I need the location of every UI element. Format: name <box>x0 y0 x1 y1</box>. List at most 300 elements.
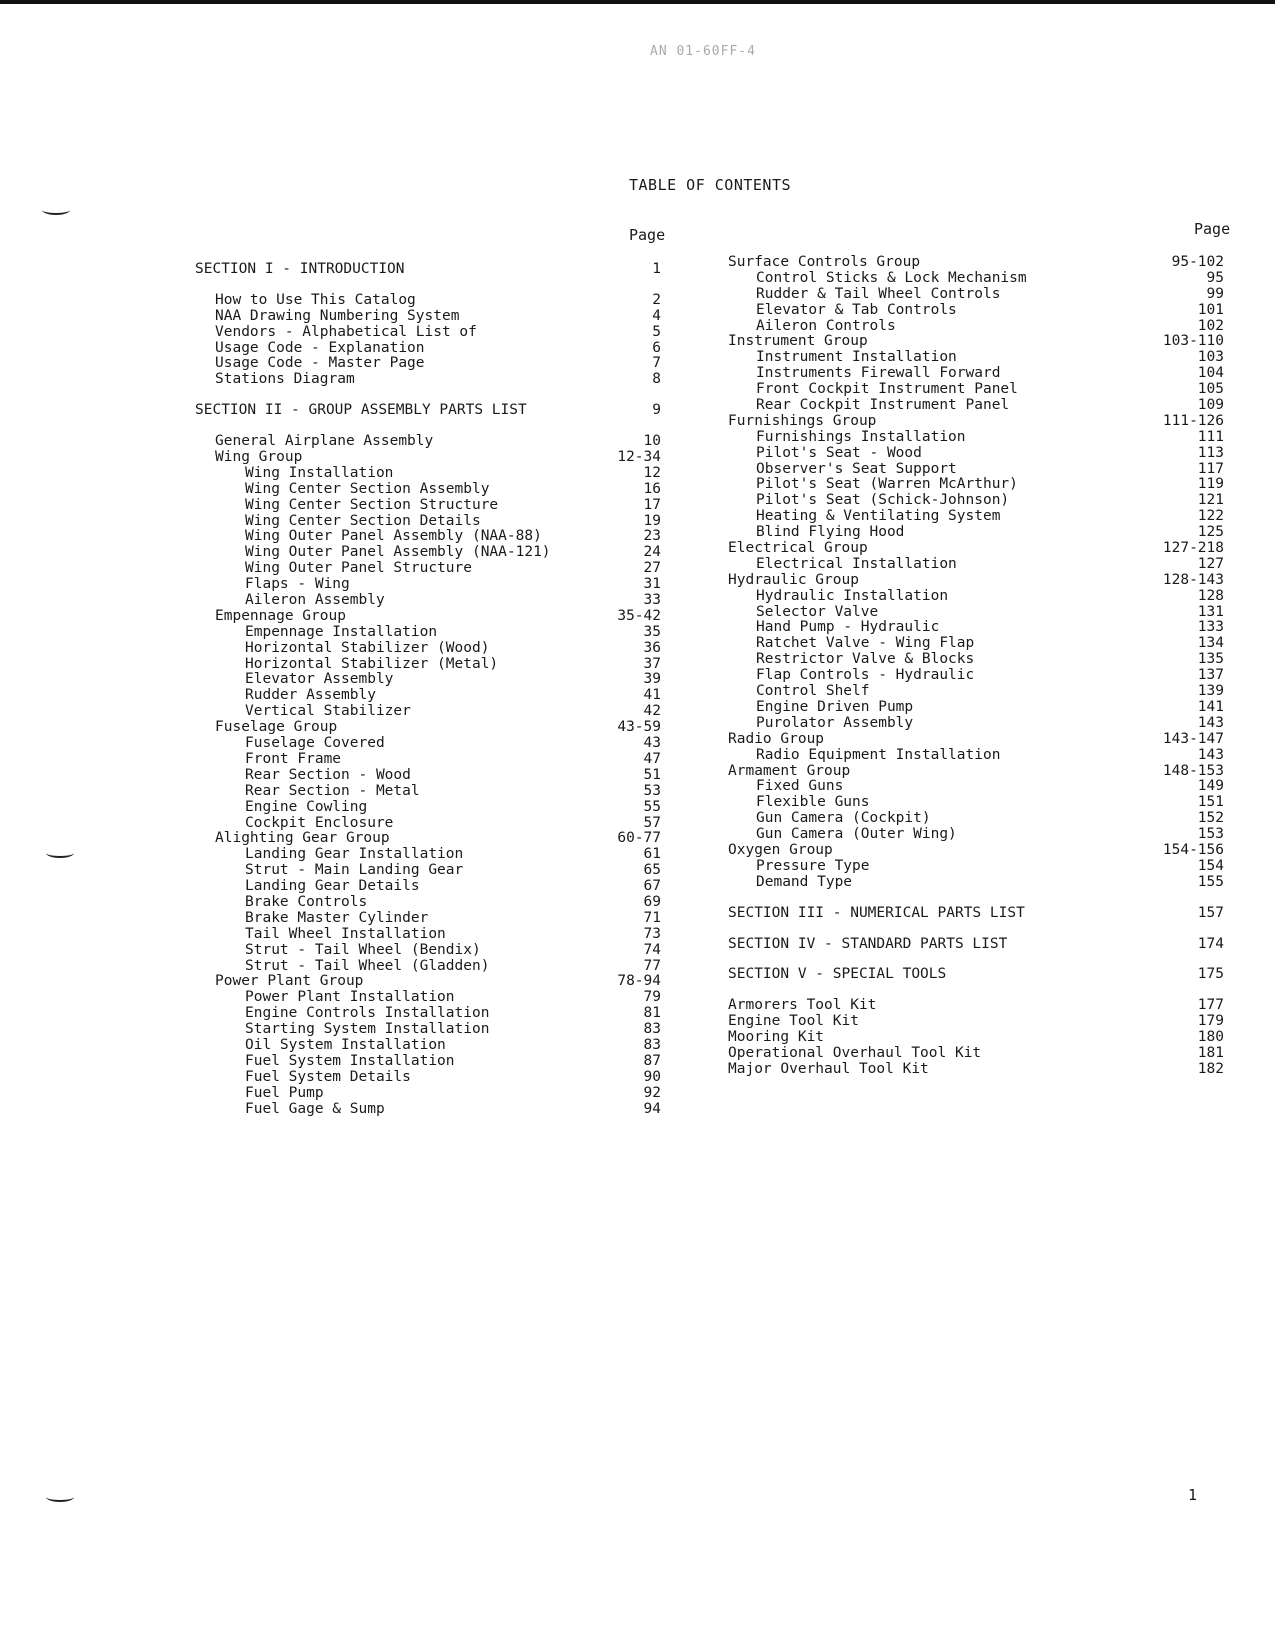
toc-entry-title: Radio Group <box>728 730 825 747</box>
toc-entry <box>195 372 661 388</box>
toc-entry-title: Oxygen Group <box>728 841 833 858</box>
toc-entry-title: Control Sticks & Lock Mechanism <box>756 269 1027 286</box>
toc-entry-title: Wing Installation <box>245 464 394 481</box>
toc-entry-page: 77 <box>643 957 661 974</box>
toc-entry-page: 177 <box>1197 997 1224 1014</box>
toc-entry <box>195 593 661 609</box>
toc-entry-page: 47 <box>643 750 661 767</box>
toc-entry-title: Hand Pump - Hydraulic <box>756 619 940 636</box>
toc-entry <box>728 493 1224 509</box>
toc-spacer <box>728 891 1224 906</box>
toc-entry-page: 175 <box>1197 966 1224 983</box>
toc-entry <box>195 704 661 720</box>
toc-entry-page: 99 <box>1206 285 1224 302</box>
binder-mark <box>42 205 70 215</box>
toc-entry <box>728 398 1224 414</box>
toc-entry-title: Flaps - Wing <box>245 576 350 593</box>
toc-entry <box>195 990 661 1006</box>
toc-entry <box>195 466 661 482</box>
toc-entry-title: Engine Cowling <box>245 798 368 815</box>
toc-entry-title: Strut - Tail Wheel (Gladden) <box>245 957 490 974</box>
toc-entry-title: Electrical Installation <box>756 555 957 572</box>
toc-entry-page: 10 <box>643 433 661 450</box>
toc-entry-title: Instrument Installation <box>756 349 957 366</box>
toc-entry-page: 152 <box>1197 810 1224 827</box>
toc-entry <box>195 1102 661 1118</box>
toc-entry-page: 105 <box>1197 381 1224 398</box>
toc-entry-title: Wing Outer Panel Assembly (NAA-121) <box>245 544 551 561</box>
toc-entry-page: 119 <box>1197 476 1224 493</box>
toc-entry-page: 83 <box>643 1036 661 1053</box>
toc-entry-title: Rudder & Tail Wheel Controls <box>756 285 1001 302</box>
toc-entry <box>195 720 661 736</box>
toc-entry-title: Pilot's Seat (Schick-Johnson) <box>756 492 1010 509</box>
toc-entry <box>728 573 1224 589</box>
toc-entry-page: 35 <box>643 623 661 640</box>
toc-entry-page: 17 <box>643 496 661 513</box>
toc-entry-title: Restrictor Valve & Blocks <box>756 651 975 668</box>
toc-entry-title: SECTION I - INTRODUCTION <box>195 261 405 277</box>
toc-entry <box>728 462 1224 478</box>
toc-entry-title: Wing Group <box>215 449 303 466</box>
toc-entry <box>195 1022 661 1038</box>
toc-entry <box>728 525 1224 541</box>
toc-entry-page: 131 <box>1197 603 1224 620</box>
toc-entry-page: 111 <box>1197 428 1224 445</box>
toc-entry <box>195 641 661 657</box>
toc-entry-page: 143 <box>1197 714 1224 731</box>
toc-entry-title: Fuselage Covered <box>245 735 385 752</box>
toc-entry-page: 37 <box>643 655 661 672</box>
toc-entry-title: Blind Flying Hood <box>756 524 905 541</box>
toc-entry-page: 95-102 <box>1171 254 1224 270</box>
toc-entry <box>195 752 661 768</box>
toc-entry <box>728 557 1224 573</box>
toc-entry <box>195 403 661 419</box>
toc-entry <box>728 764 1224 780</box>
toc-entry-page: 182 <box>1197 1060 1224 1077</box>
toc-entry-page: 157 <box>1197 904 1224 921</box>
toc-entry-title: Wing Center Section Details <box>245 512 481 529</box>
toc-entry-page: 57 <box>643 814 661 831</box>
toc-entry <box>728 350 1224 366</box>
binder-mark <box>46 848 74 858</box>
toc-entry-page: 39 <box>643 671 661 688</box>
toc-entry <box>728 668 1224 684</box>
toc-entry <box>728 1030 1224 1046</box>
toc-entry-title: Landing Gear Details <box>245 878 420 895</box>
toc-entry <box>195 1006 661 1022</box>
toc-entry-title: Strut - Main Landing Gear <box>245 862 464 879</box>
toc-entry-page: 41 <box>643 687 661 704</box>
toc-entry-title: Observer's Seat Support <box>756 460 957 477</box>
toc-entry-title: General Airplane Assembly <box>215 433 434 450</box>
toc-entry <box>728 620 1224 636</box>
toc-entry-title: Stations Diagram <box>215 371 355 388</box>
toc-spacer <box>728 922 1224 937</box>
toc-entry-page: 87 <box>643 1052 661 1069</box>
right-page-column-heading: Page <box>1194 220 1231 238</box>
toc-entry <box>728 605 1224 621</box>
toc-entry-title: Empennage Installation <box>245 623 438 640</box>
toc-entry-page: 2 <box>652 291 661 308</box>
toc-entry-page: 81 <box>643 1005 661 1022</box>
toc-entry-title: SECTION II - GROUP ASSEMBLY PARTS LIST <box>195 402 527 419</box>
toc-entry-title: Rear Section - Wood <box>245 766 411 783</box>
toc-entry <box>728 748 1224 764</box>
toc-entry <box>195 943 661 959</box>
toc-entry-page: 154 <box>1197 857 1224 874</box>
toc-entry-title: Front Frame <box>245 750 342 767</box>
toc-entry-page: 61 <box>643 846 661 863</box>
toc-entry-title: Pilot's Seat - Wood <box>756 444 922 461</box>
toc-entry-title: Empennage Group <box>215 607 346 624</box>
toc-entry-page: 43 <box>643 735 661 752</box>
toc-entry-title: Heating & Ventilating System <box>756 508 1001 525</box>
toc-entry-title: Power Plant Group <box>215 973 364 990</box>
toc-entry <box>728 303 1224 319</box>
toc-entry-page: 149 <box>1197 778 1224 795</box>
toc-entry-page: 35-42 <box>617 607 661 624</box>
toc-entry <box>195 625 661 641</box>
toc-entry-page: 8 <box>652 371 661 388</box>
toc-entry <box>195 959 661 975</box>
toc-entry-page: 135 <box>1197 651 1224 668</box>
page-title: TABLE OF CONTENTS <box>629 176 792 194</box>
toc-entry-page: 127 <box>1197 555 1224 572</box>
toc-entry-page: 121 <box>1197 492 1224 509</box>
toc-entry <box>195 816 661 832</box>
toc-entry-title: Gun Camera (Cockpit) <box>756 810 931 827</box>
toc-entry <box>195 498 661 514</box>
toc-entry-title: Major Overhaul Tool Kit <box>728 1060 929 1077</box>
toc-entry-page: 7 <box>652 355 661 372</box>
toc-entry-page: 83 <box>643 1021 661 1038</box>
toc-entry-title: Fuel System Installation <box>245 1052 455 1069</box>
toc-entry <box>728 859 1224 875</box>
toc-entry <box>728 795 1224 811</box>
toc-spacer <box>195 419 661 434</box>
toc-entry <box>195 768 661 784</box>
toc-entry-title: Flap Controls - Hydraulic <box>756 667 975 684</box>
toc-entry <box>728 811 1224 827</box>
toc-entry-page: 78-94 <box>617 973 661 990</box>
toc-entry-page: 137 <box>1197 667 1224 684</box>
toc-entry-page: 16 <box>643 480 661 497</box>
toc-entry <box>728 937 1224 953</box>
toc-entry-page: 65 <box>643 862 661 879</box>
toc-spacer <box>728 983 1224 998</box>
toc-entry-page: 117 <box>1197 460 1224 477</box>
toc-entry <box>195 450 661 466</box>
toc-entry-title: Wing Outer Panel Assembly (NAA-88) <box>245 528 542 545</box>
toc-entry-title: Usage Code - Master Page <box>215 355 425 372</box>
toc-entry-page: 5 <box>652 323 661 340</box>
toc-entry-page: 51 <box>643 766 661 783</box>
toc-entry-page: 134 <box>1197 635 1224 652</box>
toc-entry-title: Aileron Assembly <box>245 592 385 609</box>
toc-entry-page: 154-156 <box>1162 841 1224 858</box>
top-rule <box>0 0 1275 4</box>
toc-entry-title: Cockpit Enclosure <box>245 814 394 831</box>
toc-entry-page: 181 <box>1197 1044 1224 1061</box>
toc-entry-title: Horizontal Stabilizer (Wood) <box>245 639 490 656</box>
toc-entry-title: Mooring Kit <box>728 1029 825 1046</box>
toc-entry <box>195 895 661 911</box>
toc-entry <box>195 262 661 278</box>
toc-entry <box>728 906 1224 922</box>
toc-entry-title: Oil System Installation <box>245 1036 446 1053</box>
toc-entry-page: 133 <box>1197 619 1224 636</box>
toc-entry-title: Elevator Assembly <box>245 671 394 688</box>
toc-entry <box>728 732 1224 748</box>
toc-entry-page: 180 <box>1197 1029 1224 1046</box>
toc-entry <box>728 967 1224 983</box>
toc-entry-page: 143 <box>1197 746 1224 763</box>
toc-left-column <box>195 262 661 1117</box>
toc-entry <box>728 1062 1224 1078</box>
toc-entry-page: 102 <box>1197 317 1224 334</box>
toc-entry <box>195 609 661 625</box>
toc-entry <box>195 847 661 863</box>
toc-entry <box>728 652 1224 668</box>
toc-entry <box>195 879 661 895</box>
toc-entry-page: 33 <box>643 592 661 609</box>
toc-entry-title: Demand Type <box>756 873 853 890</box>
toc-entry <box>728 998 1224 1014</box>
toc-entry-title: Vertical Stabilizer <box>245 703 411 720</box>
toc-entry-title: Hydraulic Installation <box>756 587 949 604</box>
toc-entry-title: NAA Drawing Numbering System <box>215 307 460 324</box>
toc-entry-title: Fuel Gage & Sump <box>245 1100 385 1117</box>
toc-entry-title: Selector Valve <box>756 603 879 620</box>
toc-entry <box>195 356 661 372</box>
toc-entry-page: 90 <box>643 1068 661 1085</box>
toc-entry <box>728 366 1224 382</box>
toc-entry-page: 141 <box>1197 698 1224 715</box>
toc-entry-title: Rear Section - Metal <box>245 782 420 799</box>
toc-entry-page: 174 <box>1197 935 1224 952</box>
toc-entry-page: 55 <box>643 798 661 815</box>
toc-entry-page: 151 <box>1197 794 1224 811</box>
toc-entry-title: Aileron Controls <box>756 317 896 334</box>
toc-entry-page: 103-110 <box>1162 333 1224 350</box>
toc-entry-title: How to Use This Catalog <box>215 291 416 308</box>
toc-entry-title: Instrument Group <box>728 333 868 350</box>
toc-entry-title: Fuel Pump <box>245 1084 324 1101</box>
toc-entry-page: 73 <box>643 925 661 942</box>
toc-entry-title: SECTION IV - STANDARD PARTS LIST <box>728 935 1008 952</box>
toc-entry <box>195 482 661 498</box>
toc-entry-page: 36 <box>643 639 661 656</box>
toc-entry-title: Instruments Firewall Forward <box>756 365 1001 382</box>
toc-entry-title: Electrical Group <box>728 540 868 557</box>
toc-entry-page: 111-126 <box>1162 412 1224 429</box>
toc-entry <box>195 1070 661 1086</box>
toc-entry-page: 4 <box>652 307 661 324</box>
toc-entry-page: 101 <box>1197 301 1224 318</box>
toc-entry-page: 122 <box>1197 508 1224 525</box>
toc-entry-page: 1 <box>652 261 661 277</box>
toc-entry-page: 60-77 <box>617 830 661 847</box>
toc-entry <box>195 309 661 325</box>
toc-entry <box>195 688 661 704</box>
toc-entry-title: Armorers Tool Kit <box>728 997 877 1014</box>
toc-spacer <box>728 952 1224 967</box>
toc-entry-title: Elevator & Tab Controls <box>756 301 957 318</box>
toc-entry <box>195 1086 661 1102</box>
toc-entry-title: Ratchet Valve - Wing Flap <box>756 635 975 652</box>
toc-entry <box>728 827 1224 843</box>
toc-entry-page: 12 <box>643 464 661 481</box>
toc-entry-title: Landing Gear Installation <box>245 846 464 863</box>
toc-entry-page: 42 <box>643 703 661 720</box>
document-code: AN 01-60FF-4 <box>650 44 756 59</box>
toc-entry-page: 9 <box>652 402 661 419</box>
toc-entry <box>728 716 1224 732</box>
toc-entry-page: 71 <box>643 909 661 926</box>
toc-entry <box>728 636 1224 652</box>
toc-entry <box>195 341 661 357</box>
toc-entry-title: Engine Tool Kit <box>728 1013 859 1030</box>
toc-entry-page: 153 <box>1197 826 1224 843</box>
toc-entry-title: Gun Camera (Outer Wing) <box>756 826 957 843</box>
toc-entry-title: Engine Driven Pump <box>756 698 914 715</box>
toc-entry <box>195 1054 661 1070</box>
toc-entry-page: 103 <box>1197 349 1224 366</box>
toc-entry-title: Rear Cockpit Instrument Panel <box>756 397 1010 414</box>
toc-entry-page: 104 <box>1197 365 1224 382</box>
toc-entry-title: Strut - Tail Wheel (Bendix) <box>245 941 481 958</box>
toc-entry <box>195 672 661 688</box>
toc-entry <box>728 779 1224 795</box>
toc-spacer <box>195 388 661 403</box>
toc-entry-title: SECTION V - SPECIAL TOOLS <box>728 966 947 983</box>
toc-entry <box>728 589 1224 605</box>
toc-entry <box>728 414 1224 430</box>
binder-mark <box>46 1492 74 1502</box>
toc-right-column <box>728 255 1224 1078</box>
toc-entry-title: Furnishings Group <box>728 412 877 429</box>
toc-entry <box>728 446 1224 462</box>
toc-entry <box>728 700 1224 716</box>
toc-entry-page: 6 <box>652 339 661 356</box>
toc-spacer <box>195 278 661 293</box>
toc-entry-title: Purolator Assembly <box>756 714 914 731</box>
toc-entry-title: Engine Controls Installation <box>245 1005 490 1022</box>
toc-entry-page: 12-34 <box>617 449 661 466</box>
toc-entry-title: Pilot's Seat (Warren McArthur) <box>756 476 1018 493</box>
toc-entry-page: 27 <box>643 560 661 577</box>
toc-entry-title: Wing Center Section Structure <box>245 496 499 513</box>
toc-entry-page: 148-153 <box>1162 762 1224 779</box>
toc-entry <box>195 1038 661 1054</box>
toc-entry <box>195 831 661 847</box>
toc-entry <box>728 255 1224 271</box>
toc-entry-title: Armament Group <box>728 762 851 779</box>
toc-entry-page: 128 <box>1197 587 1224 604</box>
toc-entry-title: Power Plant Installation <box>245 989 455 1006</box>
toc-entry-title: Fixed Guns <box>756 778 844 795</box>
toc-entry-page: 125 <box>1197 524 1224 541</box>
toc-entry-page: 127-218 <box>1162 540 1224 557</box>
toc-entry <box>195 800 661 816</box>
toc-entry-title: Front Cockpit Instrument Panel <box>756 381 1018 398</box>
toc-entry-page: 67 <box>643 878 661 895</box>
toc-entry <box>195 293 661 309</box>
toc-entry-title: Hydraulic Group <box>728 571 859 588</box>
toc-entry-title: SECTION III - NUMERICAL PARTS LIST <box>728 904 1025 921</box>
toc-entry-title: Wing Outer Panel Structure <box>245 560 472 577</box>
toc-entry <box>195 657 661 673</box>
toc-entry-title: Furnishings Installation <box>756 428 966 445</box>
toc-entry-page: 109 <box>1197 397 1224 414</box>
toc-entry-page: 143-147 <box>1162 730 1224 747</box>
toc-entry <box>728 684 1224 700</box>
toc-entry-title: Control Shelf <box>756 683 870 700</box>
toc-entry <box>728 843 1224 859</box>
toc-entry-title: Alighting Gear Group <box>215 830 390 847</box>
toc-entry <box>195 974 661 990</box>
toc-entry <box>728 334 1224 350</box>
left-page-column-heading: Page <box>629 226 666 244</box>
toc-entry-title: Usage Code - Explanation <box>215 339 425 356</box>
toc-entry <box>728 509 1224 525</box>
toc-entry-page: 113 <box>1197 444 1224 461</box>
toc-entry <box>195 561 661 577</box>
toc-entry-page: 74 <box>643 941 661 958</box>
toc-entry <box>195 434 661 450</box>
toc-entry <box>195 545 661 561</box>
toc-entry <box>728 477 1224 493</box>
toc-entry <box>728 271 1224 287</box>
toc-entry-page: 53 <box>643 782 661 799</box>
toc-entry-page: 69 <box>643 893 661 910</box>
toc-entry <box>728 287 1224 303</box>
toc-entry <box>728 875 1224 891</box>
toc-entry <box>195 577 661 593</box>
toc-entry-page: 128-143 <box>1162 571 1224 588</box>
toc-entry <box>728 1046 1224 1062</box>
toc-entry <box>728 319 1224 335</box>
toc-entry-page: 79 <box>643 989 661 1006</box>
toc-entry-page: 179 <box>1197 1013 1224 1030</box>
toc-entry-title: Horizontal Stabilizer (Metal) <box>245 655 499 672</box>
toc-entry-title: Wing Center Section Assembly <box>245 480 490 497</box>
toc-entry-title: Surface Controls Group <box>728 254 921 270</box>
toc-entry-title: Pressure Type <box>756 857 870 874</box>
toc-entry-page: 95 <box>1206 269 1224 286</box>
toc-entry-page: 92 <box>643 1084 661 1101</box>
toc-entry-title: Operational Overhaul Tool Kit <box>728 1044 982 1061</box>
toc-entry-title: Fuselage Group <box>215 719 338 736</box>
toc-entry-title: Brake Master Cylinder <box>245 909 429 926</box>
toc-entry <box>195 529 661 545</box>
toc-entry-page: 24 <box>643 544 661 561</box>
toc-entry-title: Brake Controls <box>245 893 368 910</box>
toc-entry-title: Vendors - Alphabetical List of <box>215 323 477 340</box>
toc-entry-title: Fuel System Details <box>245 1068 411 1085</box>
toc-entry-title: Tail Wheel Installation <box>245 925 446 942</box>
toc-entry <box>728 1014 1224 1030</box>
toc-entry <box>728 382 1224 398</box>
toc-entry-title: Rudder Assembly <box>245 687 376 704</box>
toc-entry-page: 139 <box>1197 683 1224 700</box>
toc-entry-title: Flexible Guns <box>756 794 870 811</box>
toc-entry-page: 155 <box>1197 873 1224 890</box>
toc-entry <box>728 541 1224 557</box>
toc-entry-page: 43-59 <box>617 719 661 736</box>
